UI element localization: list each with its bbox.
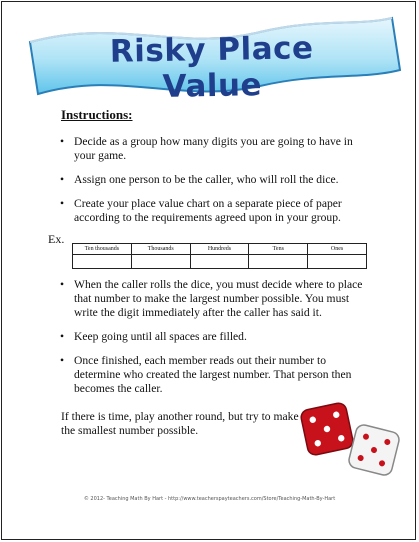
column-header: Ten thousands [73,244,132,255]
column-header: Ones [308,244,367,255]
red-die-icon [300,402,355,457]
table-cell [73,255,132,269]
table-cell [308,255,367,269]
instructions-heading: Instructions: [61,107,133,122]
example-label: Ex. [48,232,65,246]
column-header: Hundreds [190,244,249,255]
list-item: • Keep going until all spaces are filled. [58,330,366,344]
column-header: Tens [249,244,308,255]
steps-bottom-list [58,278,366,406]
closing-text: If there is time, play another round, but try to make the smallest number possible. [61,410,299,437]
table-cell [249,255,308,269]
dice-illustration [298,396,408,486]
list-item: • Assign one person to be the caller, who will roll the dice. [58,173,366,187]
table-cell [131,255,190,269]
steps-top-list [58,135,366,235]
list-item: • When the caller rolls the dice, you must decide where to place that number to make the largest number possible. You must write the digit immediately after the caller has said it. [58,278,366,320]
copyright-footer: © 2012- Teaching Math By Hart - http://www.teacherspayteachers.com/Store/Teaching-Math-By-Hart [83,496,336,502]
white-die-icon [347,423,400,476]
page-title: Risky Place Value [109,30,314,105]
table-cell [190,255,249,269]
list-item: • Create your place value chart on a separate piece of paper according to the requirements agreed upon in your group. [58,197,366,225]
list-item: • Once finished, each member reads out their number to determine who created the largest number. That person then becomes the caller. [58,354,366,396]
place-value-chart [72,243,367,269]
column-header: Thousands [131,244,190,255]
list-item: • Decide as a group how many digits you are going to have in your game. [58,135,366,163]
